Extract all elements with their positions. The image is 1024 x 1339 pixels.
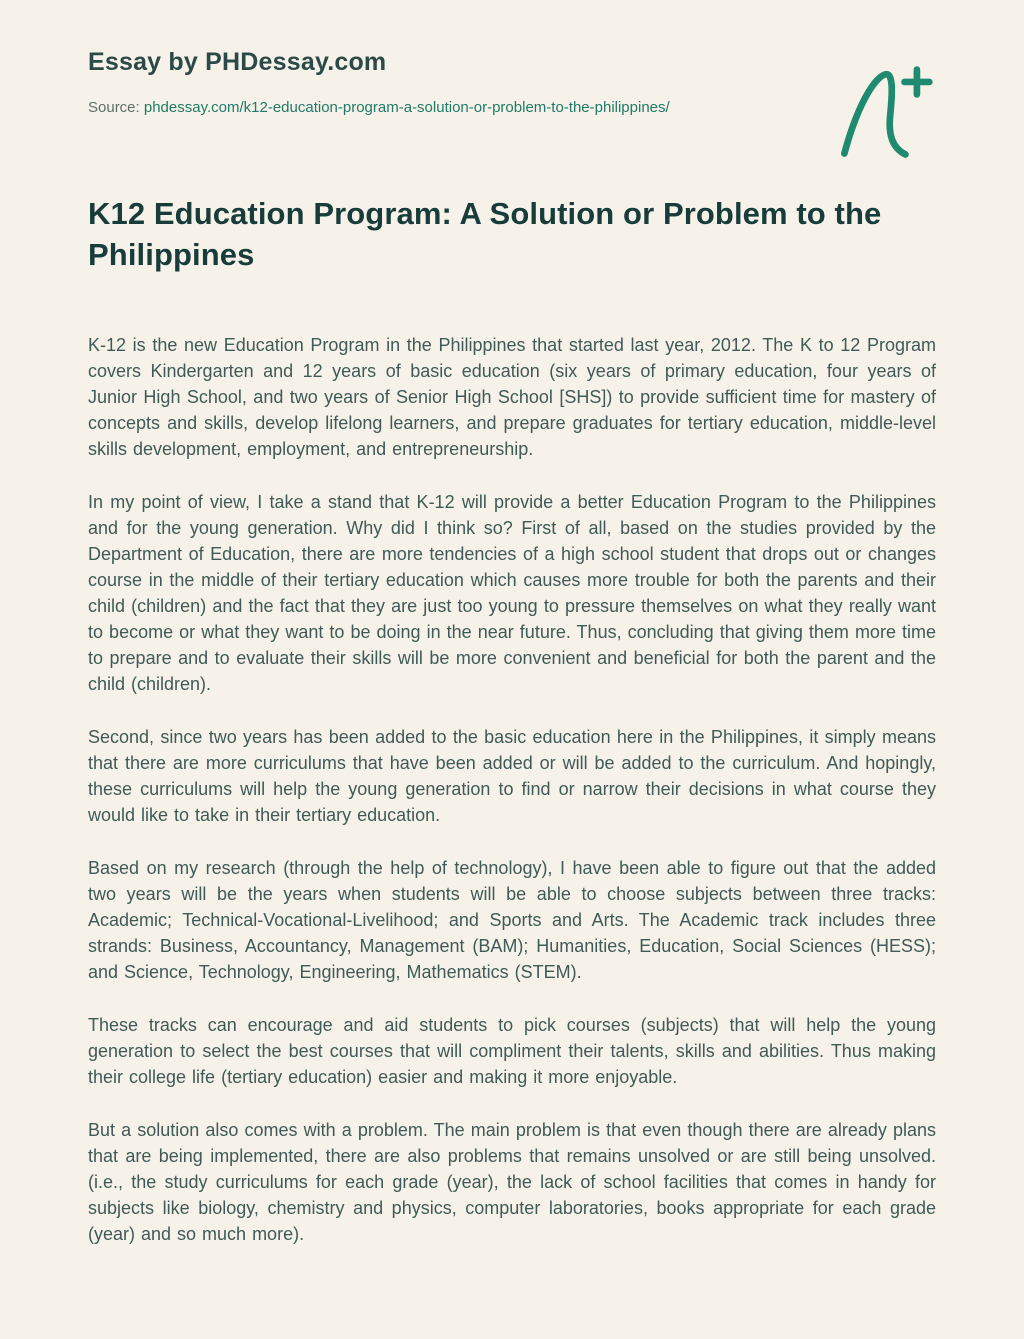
essay-paragraph-1: K-12 is the new Education Program in the Philippines that started last year, 2012. The K to 12 Program covers Kindergarten and 12 years of basic education (six years of primary education, four years of Junior High School, and two years of Senior High School [SHS]) to provide sufficient time for mastery of concepts and skills, develop lifelong learners, and prepare graduates for tertiary education, middle-level skills development, employment, and entrepreneurship. — [88, 334, 936, 459]
essay-paragraph-5: These tracks can encourage and aid students to pick courses (subjects) that will help the young generation to select the best courses that will compliment their talents, skills and abilities. Thus making their college life (tertiary education) easier and making it more enjoyable. — [88, 1014, 936, 1087]
header-text — [88, 48, 936, 116]
essay-paragraph-3: Second, since two years has been added to the basic education here in the Philippines, it simply means that there are more curriculums that have been added or will be added to the curriculum. And hopingly, these curriculums will help the young generation to find or narrow their decisions in what course they would like to take in their tertiary education. — [88, 726, 936, 825]
source-link[interactable]: phdessay.com/k12-education-program-a-solution-or-problem-to-the-philippines/ — [143, 99, 670, 116]
essay-title: K12 Education Program: A Solution or Problem to the Philippines — [88, 196, 882, 272]
essay-paragraph-2: In my point of view, I take a stand that K-12 will provide a better Education Program to the Philippines and for the young generation. Why did I think so? First of all, based on the studies provided by the Department of Education, there are more tendencies of a high school student that drops out or changes course in the middle of their tertiary education which causes more trouble for both the parents and their child (children) and the fact that they are just too young to pressure themselves on what they really want to become or what they want to be doing in the near future. Thus, concluding that giving them more time to prepare and to evaluate their skills will be more convenient and beneficial for both the parent and the child (children). — [88, 491, 936, 694]
essay-paragraph-6: But a solution also comes with a problem. The main problem is that even though there are already plans that are being implemented, there are also problems that remains unsolved or are still being unsolved. (i.e., the study curriculums for each grade (year), the lack of school facilities that comes in handy for subjects like biology, chemistry and physics, computer laboratories, books appropriate for each grade (year) and so much more). — [88, 1119, 936, 1244]
essay-body — [88, 332, 936, 1247]
site-heading: Essay by PHDessay.com — [88, 48, 387, 76]
source-line — [88, 99, 936, 116]
source-label: Source: — [88, 99, 140, 116]
page-header — [88, 48, 936, 116]
phdessay-a-plus-logo-icon — [831, 60, 936, 165]
essay-paragraph-4: Based on my research (through the help of technology), I have been able to figure out that the added two years will be the years when students will be able to choose subjects between three tracks: Academic; Technical-Vocational-Livelihood; and Sports and Arts. The Academic track includes three strands: Business, Accountancy, Management (BAM); Humanities, Education, Social Sciences (HESS); and Science, Technology, Engineering, Mathematics (STEM). — [88, 857, 936, 982]
